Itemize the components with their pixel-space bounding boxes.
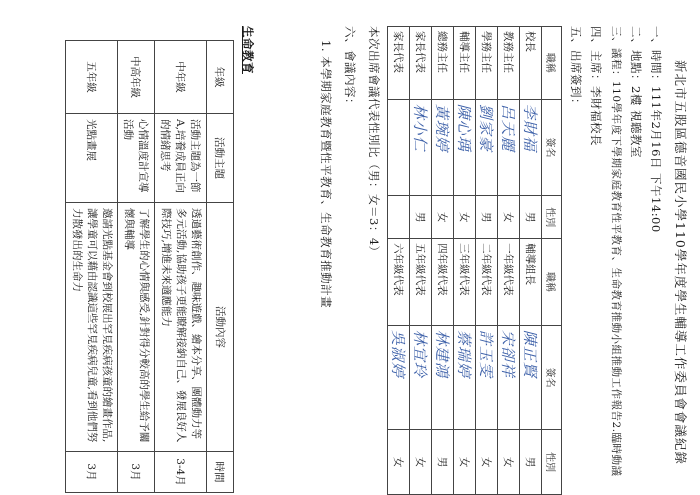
time-cell: 3-4月	[155, 452, 207, 493]
theme-cell: 活動主題為一節A,培養成員正向的情緒思考	[155, 114, 207, 203]
header-gender: 性別	[542, 196, 562, 239]
gender-ratio: 本次出席會議代表性別比（男：女＝3：4）	[367, 26, 381, 258]
table-row	[66, 41, 118, 493]
role-cell: 輔導主任	[454, 27, 476, 100]
time-cell: 3月	[118, 452, 155, 493]
header-sign: 簽名	[542, 325, 562, 429]
table-row	[388, 27, 410, 495]
role-cell: 教務主任	[498, 27, 520, 100]
gender-cell: 女	[454, 196, 476, 239]
meeting-time: 一、時間：111年2月16日 下午14:00	[649, 26, 663, 233]
role-cell: 輔導組長	[520, 239, 542, 326]
signature	[388, 99, 410, 196]
role-cell: 家長代表	[388, 27, 410, 100]
signature: 劉家豪	[476, 99, 498, 196]
gender-cell: 女	[498, 196, 520, 239]
role-cell: 二年級代表	[476, 239, 498, 326]
activity-plan-table	[65, 40, 234, 493]
gender-cell: 男	[476, 196, 498, 239]
gender-cell: 男	[520, 196, 542, 239]
minutes-item-1: 1. 本學期家庭教育暨性平教育、生命教育推動計畫	[319, 40, 333, 309]
role-cell: 校長	[520, 27, 542, 100]
signature: 陳心瑀	[454, 99, 476, 196]
table-row	[520, 27, 542, 495]
content-cell: 邀請光點基金會到校展出罕見疾病孩童的繪畫作品,讓學童可以藉由認識這些罕見疾病兒童,看到他們努力散發出的生命力	[66, 203, 118, 452]
grade-cell: 中高年級	[118, 41, 155, 114]
header-gender: 性別	[542, 430, 562, 495]
signature: 宋卻祥	[498, 325, 520, 429]
table-row	[432, 27, 454, 495]
header-content: 活動內容	[207, 203, 234, 452]
signature: 蔡瑞婷	[454, 325, 476, 429]
gender-cell	[388, 196, 410, 239]
gender-cell: 女	[498, 430, 520, 495]
header-sign: 簽名	[542, 99, 562, 196]
gender-cell: 女	[432, 196, 454, 239]
gender-cell: 女	[410, 430, 432, 495]
signature: 林建鴻	[432, 325, 454, 429]
role-cell: 學務主任	[476, 27, 498, 100]
theme-cell: 光點畫展	[66, 114, 118, 203]
table-row	[410, 27, 432, 495]
signature: 呂天麗	[498, 99, 520, 196]
content-cell: 了解學生的心情與感受,針對得分較高的學生給予關懷與輔導	[118, 203, 155, 452]
gender-cell: 女	[476, 430, 498, 495]
table-row	[498, 27, 520, 495]
signature: 陳正賢	[520, 325, 542, 429]
grade-cell: 五年級	[66, 41, 118, 114]
gender-cell: 男	[432, 430, 454, 495]
header-title: 職稱	[542, 27, 562, 100]
plan-header-row	[207, 41, 234, 493]
role-cell: 家長代表	[410, 27, 432, 100]
gender-cell: 男	[410, 196, 432, 239]
role-cell: 六年級代表	[388, 239, 410, 326]
signature: 許玉雯	[476, 325, 498, 429]
gender-cell: 女	[388, 430, 410, 495]
theme-cell: 心情溫度計宣導活動	[118, 114, 155, 203]
meeting-place: 二、地點：2樓 視聽教室	[629, 26, 643, 158]
table-row	[155, 41, 207, 493]
meeting-agenda: 三、議程：110學年度下學期家庭教育性平教育、生命教育推動小組推動工作報告2.臨時動議	[610, 26, 622, 477]
role-cell: 一年級代表	[498, 239, 520, 326]
gender-cell: 男	[520, 430, 542, 495]
signature: 林宜玲	[410, 325, 432, 429]
signature: 林小仁	[410, 99, 432, 196]
document-title: 新北市五股區德音國民小學110學年度學生輔導工作委員會會議紀錄	[673, 60, 688, 465]
table-row	[454, 27, 476, 495]
time-cell: 3月	[66, 452, 118, 493]
role-cell: 五年級代表	[410, 239, 432, 326]
header-time: 時間	[207, 452, 234, 493]
table-row	[476, 27, 498, 495]
gender-cell: 女	[454, 430, 476, 495]
header-title: 職稱	[542, 239, 562, 326]
header-grade: 年級	[207, 41, 234, 114]
content-cell: 透過藝術創作、趣味遊戲、繪本分享、團體動力等多元活動,協助孩子更能瞭解接納自己、發展良好人際技巧,增進未來適應能力	[155, 203, 207, 452]
signature: 黃琬婷	[432, 99, 454, 196]
attendance-header-row	[542, 27, 562, 495]
section-title: 生命教育	[241, 26, 255, 74]
grade-cell: 中年級	[155, 41, 207, 114]
table-row	[118, 41, 155, 493]
attendance-table	[387, 26, 562, 495]
signature: 吳淑婷	[388, 325, 410, 429]
meeting-chair: 四、主席：李財福校長	[589, 26, 603, 146]
header-theme: 活動主題	[207, 114, 234, 203]
minutes-label: 六、會議內容：	[343, 26, 357, 110]
signature: 李財福	[520, 99, 542, 196]
role-cell: 四年級代表	[432, 239, 454, 326]
role-cell: 總務主任	[432, 27, 454, 100]
attendees-label: 五、出席簽到：	[569, 26, 583, 110]
role-cell: 三年級代表	[454, 239, 476, 326]
